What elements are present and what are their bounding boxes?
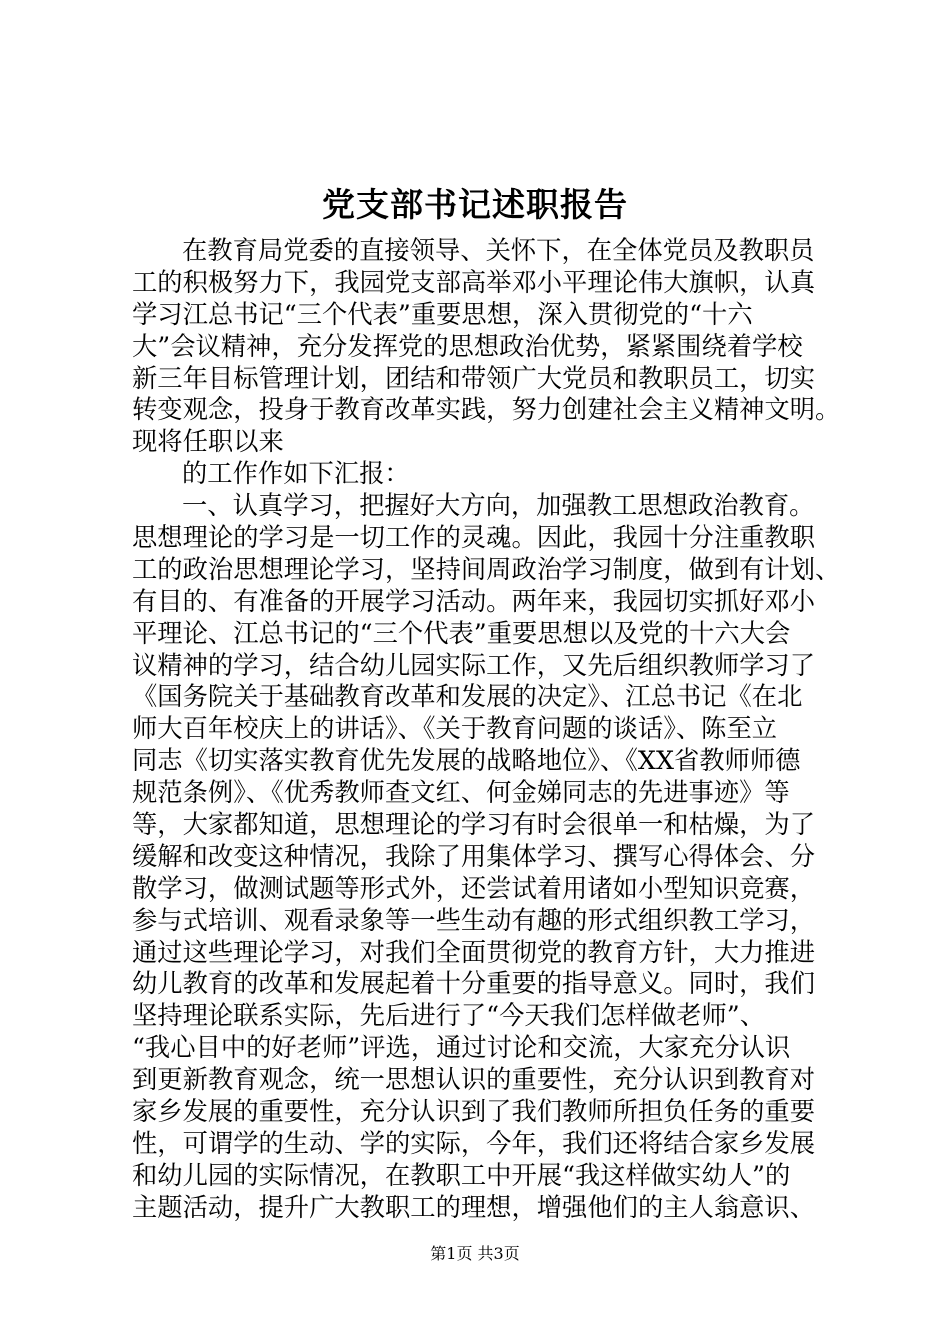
paragraph-line: 《国务院关于基础教育改革和发展的决定》、江总书记《在北 (132, 682, 803, 712)
paragraph-line: 同志《切实落实教育优先发展的战略地位》、《XX省教师师德 (132, 746, 801, 776)
paragraph-line: 通过这些理论学习，对我们全面贯彻党的教育方针，大力推进 (132, 937, 816, 967)
paragraph-line: 学习江总书记“三个代表”重要思想，深入贯彻党的“十六 (132, 299, 753, 329)
paragraph-line: 在教育局党委的直接领导、关怀下，在全体党员及教职员 (182, 236, 815, 265)
paragraph-line: 幼儿教育的改革和发展起着十分重要的指导意义。同时，我们 (132, 969, 816, 999)
paragraph-line: 新三年目标管理计划，团结和带领广大党员和教职员工，切实 (132, 363, 816, 393)
paragraph-line: 一、认真学习，把握好大方向，加强教工思想政治教育。 (182, 491, 815, 521)
paragraph-line: 议精神的学习，结合幼儿园实际工作，又先后组织教师学习了 (132, 650, 816, 680)
paragraph-line: 和幼儿园的实际情况，在教职工中开展“我这样做实幼人”的 (132, 1160, 791, 1190)
paragraph-line: 性，可谓学的生动、学的实际，今年，我们还将结合家乡发展 (132, 1128, 816, 1158)
paragraph-line: 工的政治思想理论学习，坚持间周政治学习制度，做到有计划、 (132, 554, 841, 584)
paragraph-line: 平理论、江总书记的“三个代表”重要思想以及党的十六大会 (132, 618, 791, 648)
document-body (132, 235, 841, 1224)
paragraph-line: 转变观念，投身于教育改革实践，努力创建社会主义精神文明。 (132, 395, 841, 425)
paragraph-line: 等，大家都知道，思想理论的学习有时会很单一和枯燥，为了 (132, 810, 816, 840)
paragraph-line: 缓解和改变这种情况，我除了用集体学习、撰写心得体会、分 (132, 841, 816, 871)
paragraph-line: 到更新教育观念，统一思想认识的重要性，充分认识到教育对 (132, 1065, 816, 1095)
paragraph-line: “我心目中的好老师”评选，通过讨论和交流，大家充分认识 (132, 1033, 791, 1063)
paragraph-line: 思想理论的学习是一切工作的灵魂。因此，我园十分注重教职 (132, 523, 816, 553)
paragraph-line: 主题活动，提升广大教职工的理想，增强他们的主人翁意识、 (132, 1192, 816, 1222)
paragraph-line: 坚持理论联系实际，先后进行了“今天我们怎样做老师”、 (132, 1001, 765, 1031)
paragraph-line: 的工作作如下汇报： (182, 459, 410, 489)
paragraph-line: 大”会议精神，充分发挥党的思想政治优势，紧紧围绕着学校 (132, 331, 803, 361)
paragraph-line: 参与式培训、观看录象等一些生动有趣的形式组织教工学习， (132, 905, 816, 935)
paragraph-line: 规范条例》、《优秀教师查文红、何金娣同志的先进事迹》等 (132, 778, 790, 808)
paragraph-line: 家乡发展的重要性，充分认识到了我们教师所担负任务的重要 (132, 1097, 816, 1127)
paragraph-line: 工的积极努力下，我园党支部高举邓小平理论伟大旗帜，认真 (132, 267, 816, 297)
paragraph-line: 现将任职以来 (132, 427, 284, 457)
paragraph-line: 有目的、有准备的开展学习活动。两年来，我园切实抓好邓小 (132, 586, 816, 616)
paragraph-line: 散学习，做测试题等形式外，还尝试着用诸如小型知识竞赛， (132, 873, 816, 903)
paragraph-line: 师大百年校庆上的讲话》、《关于教育问题的谈话》、陈至立 (132, 714, 778, 744)
page-number: 第1页 共3页 (430, 1244, 520, 1263)
document-title: 党支部书记述职报告 (322, 185, 628, 224)
